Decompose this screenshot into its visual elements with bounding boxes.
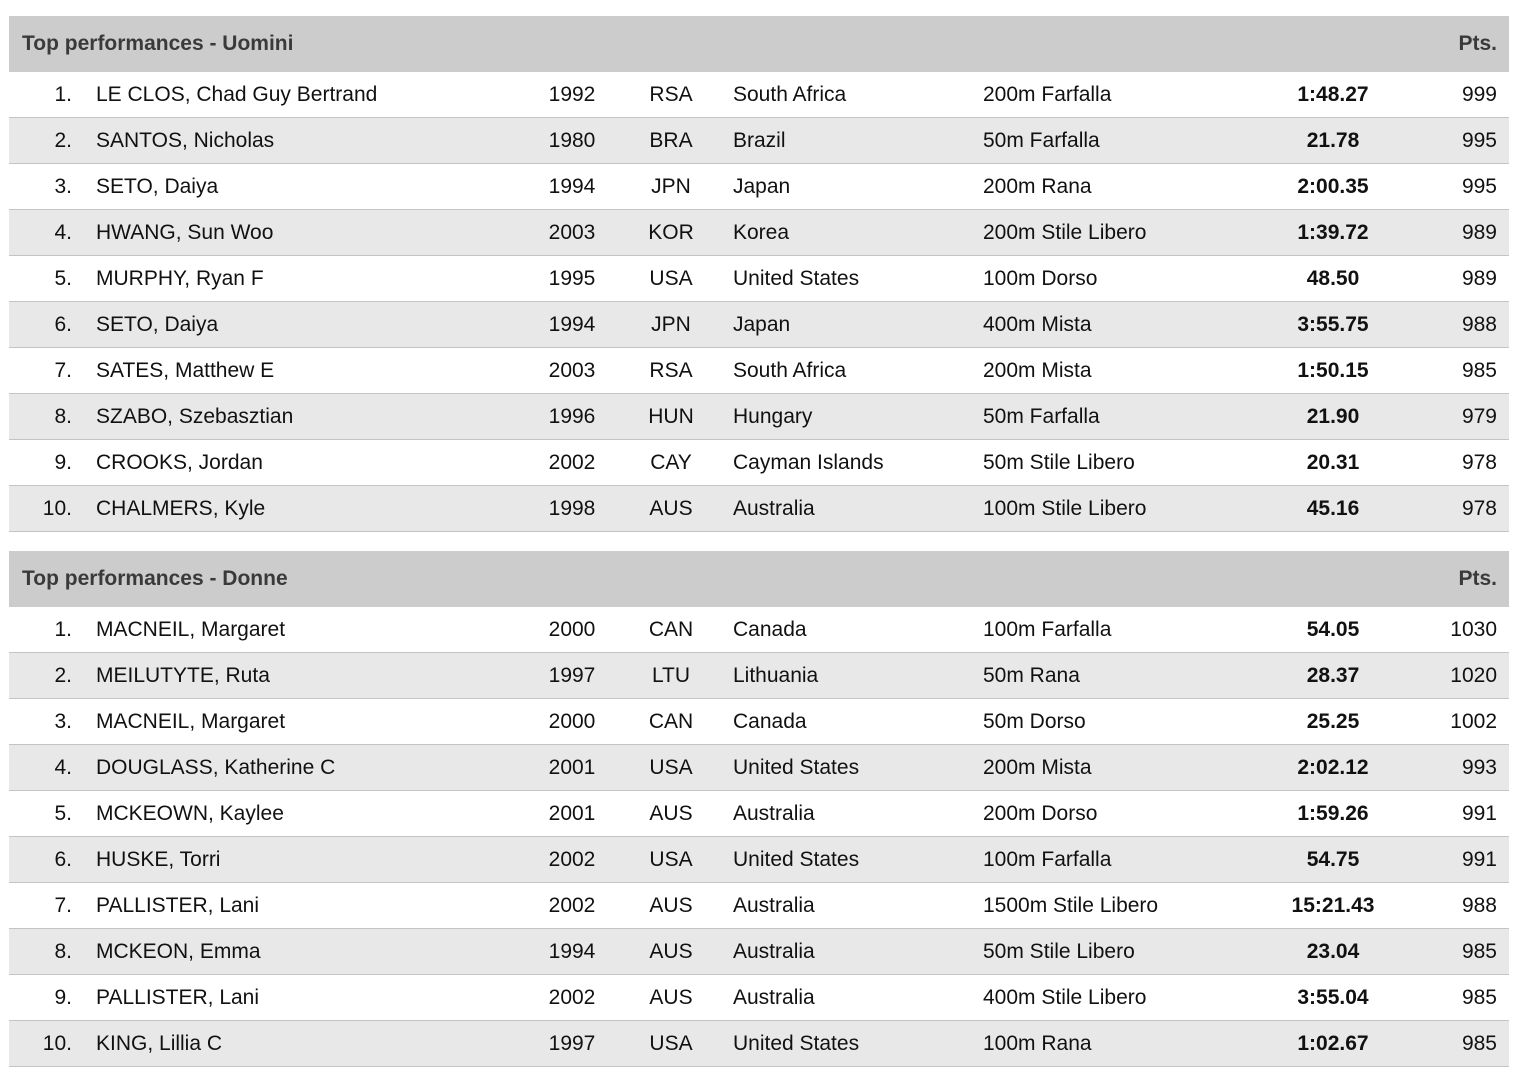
table-row — [9, 72, 1509, 118]
birth-year: 2002 — [548, 848, 596, 871]
result-time: 21.90 — [1306, 405, 1360, 428]
country-name: South Africa — [733, 83, 847, 106]
points-value: 978 — [1461, 451, 1497, 474]
event-name: 50m Stile Libero — [983, 451, 1135, 474]
points-value: 999 — [1461, 83, 1497, 106]
nation-code: RSA — [649, 359, 693, 382]
section-men — [9, 16, 1509, 532]
athlete-name: SETO, Daiya — [96, 313, 219, 336]
result-time: 2:00.35 — [1297, 175, 1369, 198]
birth-year: 1996 — [548, 405, 596, 428]
event-name: 200m Dorso — [983, 802, 1098, 825]
country-name: Brazil — [733, 129, 786, 152]
athlete-name: LE CLOS, Chad Guy Bertrand — [96, 83, 378, 106]
country-name: Canada — [733, 618, 807, 641]
section-header — [9, 551, 1509, 607]
rank-cell: 1. — [54, 83, 72, 106]
rank-cell: 4. — [54, 756, 72, 779]
result-time: 1:50.15 — [1297, 359, 1369, 382]
nation-code: CAY — [650, 451, 692, 474]
table-row — [9, 1021, 1509, 1067]
result-time: 48.50 — [1306, 267, 1360, 290]
country-name: Australia — [733, 940, 815, 963]
event-name: 200m Farfalla — [983, 83, 1112, 106]
result-time: 54.05 — [1306, 618, 1360, 641]
athlete-name: SATES, Matthew E — [96, 359, 275, 382]
event-name: 200m Mista — [983, 756, 1092, 779]
nation-code: AUS — [649, 986, 693, 1009]
points-value: 1020 — [1450, 664, 1497, 687]
table-row — [9, 929, 1509, 975]
athlete-name: PALLISTER, Lani — [96, 986, 260, 1009]
table-row — [9, 699, 1509, 745]
athlete-name: CHALMERS, Kyle — [96, 497, 266, 520]
country-name: Korea — [733, 221, 790, 244]
rank-cell: 10. — [42, 497, 72, 520]
table-row — [9, 975, 1509, 1021]
points-value: 995 — [1461, 129, 1497, 152]
rank-cell: 8. — [54, 940, 72, 963]
country-name: Australia — [733, 986, 815, 1009]
country-name: United States — [733, 848, 860, 871]
rank-cell: 7. — [54, 359, 72, 382]
event-name: 1500m Stile Libero — [983, 894, 1159, 917]
nation-code: AUS — [649, 802, 693, 825]
rank-cell: 5. — [54, 267, 72, 290]
birth-year: 1994 — [548, 313, 596, 336]
birth-year: 2000 — [548, 710, 596, 733]
birth-year: 1980 — [548, 129, 596, 152]
table-row — [9, 348, 1509, 394]
country-name: South Africa — [733, 359, 847, 382]
event-name: 100m Stile Libero — [983, 497, 1147, 520]
result-time: 1:48.27 — [1297, 83, 1369, 106]
athlete-name: MACNEIL, Margaret — [96, 618, 286, 641]
event-name: 100m Farfalla — [983, 618, 1112, 641]
nation-code: USA — [649, 848, 693, 871]
event-name: 200m Mista — [983, 359, 1092, 382]
nation-code: USA — [649, 756, 693, 779]
nation-code: CAN — [648, 618, 694, 641]
birth-year: 2003 — [548, 221, 596, 244]
athlete-name: KING, Lillia C — [96, 1032, 223, 1055]
table-row — [9, 607, 1509, 653]
nation-code: HUN — [648, 405, 694, 428]
event-name: 400m Stile Libero — [983, 986, 1147, 1009]
event-name: 400m Mista — [983, 313, 1092, 336]
athlete-name: SANTOS, Nicholas — [96, 129, 275, 152]
birth-year: 1997 — [548, 1032, 596, 1055]
birth-year: 2001 — [548, 802, 596, 825]
results-list — [9, 607, 1509, 1067]
country-name: Japan — [733, 313, 791, 336]
result-time: 28.37 — [1306, 664, 1360, 687]
points-value: 993 — [1461, 756, 1497, 779]
rank-cell: 2. — [54, 664, 72, 687]
event-name: 200m Stile Libero — [983, 221, 1147, 244]
athlete-name: MACNEIL, Margaret — [96, 710, 286, 733]
country-name: United States — [733, 267, 860, 290]
birth-year: 2002 — [548, 986, 596, 1009]
section-title: Top performances - Donne — [22, 567, 288, 590]
birth-year: 1998 — [548, 497, 596, 520]
birth-year: 1995 — [548, 267, 596, 290]
rank-cell: 9. — [54, 986, 72, 1009]
rank-cell: 6. — [54, 313, 72, 336]
section-title: Top performances - Uomini — [22, 32, 294, 55]
points-column-header: Pts. — [1458, 32, 1497, 55]
table-row — [9, 745, 1509, 791]
rank-cell: 3. — [54, 175, 72, 198]
event-name: 50m Farfalla — [983, 129, 1100, 152]
nation-code: KOR — [648, 221, 694, 244]
athlete-name: SETO, Daiya — [96, 175, 219, 198]
birth-year: 2002 — [548, 894, 596, 917]
birth-year: 2003 — [548, 359, 596, 382]
section-women — [9, 551, 1509, 1067]
points-value: 991 — [1461, 802, 1497, 825]
birth-year: 2001 — [548, 756, 596, 779]
athlete-name: MCKEOWN, Kaylee — [96, 802, 284, 825]
points-value: 978 — [1461, 497, 1497, 520]
table-row — [9, 394, 1509, 440]
country-name: United States — [733, 1032, 860, 1055]
athlete-name: HUSKE, Torri — [96, 848, 221, 871]
table-row — [9, 210, 1509, 256]
result-time: 15:21.43 — [1291, 894, 1375, 917]
result-time: 2:02.12 — [1297, 756, 1369, 779]
nation-code: JPN — [651, 313, 691, 336]
rank-cell: 9. — [54, 451, 72, 474]
result-time: 23.04 — [1306, 940, 1360, 963]
result-time: 20.31 — [1306, 451, 1360, 474]
event-name: 200m Rana — [983, 175, 1092, 198]
result-time: 45.16 — [1306, 497, 1360, 520]
athlete-name: SZABO, Szebasztian — [96, 405, 294, 428]
nation-code: JPN — [651, 175, 691, 198]
result-time: 3:55.75 — [1297, 313, 1369, 336]
nation-code: CAN — [648, 710, 694, 733]
top-performances-page — [9, 16, 1509, 1067]
nation-code: AUS — [649, 894, 693, 917]
athlete-name: HWANG, Sun Woo — [96, 221, 274, 244]
result-time: 21.78 — [1306, 129, 1360, 152]
event-name: 50m Dorso — [983, 710, 1086, 733]
points-value: 989 — [1461, 221, 1497, 244]
table-row — [9, 256, 1509, 302]
event-name: 100m Dorso — [983, 267, 1098, 290]
athlete-name: CROOKS, Jordan — [96, 451, 263, 474]
points-value: 1030 — [1450, 618, 1497, 641]
points-value: 1002 — [1450, 710, 1497, 733]
birth-year: 2000 — [548, 618, 596, 641]
result-time: 3:55.04 — [1297, 986, 1369, 1009]
athlete-name: PALLISTER, Lani — [96, 894, 260, 917]
rank-cell: 7. — [54, 894, 72, 917]
points-value: 991 — [1461, 848, 1497, 871]
nation-code: LTU — [651, 664, 691, 687]
points-value: 988 — [1461, 894, 1497, 917]
result-time: 1:02.67 — [1297, 1032, 1369, 1055]
points-value: 985 — [1461, 1032, 1497, 1055]
nation-code: AUS — [649, 940, 693, 963]
table-row — [9, 164, 1509, 210]
rank-cell: 5. — [54, 802, 72, 825]
table-row — [9, 837, 1509, 883]
event-name: 50m Stile Libero — [983, 940, 1135, 963]
birth-year: 1992 — [548, 83, 596, 106]
event-name: 100m Rana — [983, 1032, 1092, 1055]
country-name: Canada — [733, 710, 807, 733]
birth-year: 1997 — [548, 664, 596, 687]
table-row — [9, 883, 1509, 929]
result-time: 1:59.26 — [1297, 802, 1369, 825]
result-time: 1:39.72 — [1297, 221, 1369, 244]
points-value: 985 — [1461, 940, 1497, 963]
nation-code: BRA — [649, 129, 693, 152]
result-time: 25.25 — [1306, 710, 1360, 733]
rank-cell: 4. — [54, 221, 72, 244]
country-name: Japan — [733, 175, 791, 198]
results-list — [9, 72, 1509, 532]
points-value: 985 — [1461, 359, 1497, 382]
nation-code: AUS — [649, 497, 693, 520]
rank-cell: 10. — [42, 1032, 72, 1055]
points-value: 995 — [1461, 175, 1497, 198]
table-row — [9, 653, 1509, 699]
table-row — [9, 791, 1509, 837]
rank-cell: 6. — [54, 848, 72, 871]
birth-year: 1994 — [548, 940, 596, 963]
country-name: Cayman Islands — [733, 451, 884, 474]
athlete-name: DOUGLASS, Katherine C — [96, 756, 336, 779]
athlete-name: MURPHY, Ryan F — [96, 267, 264, 290]
points-value: 988 — [1461, 313, 1497, 336]
rank-cell: 1. — [54, 618, 72, 641]
points-value: 979 — [1461, 405, 1497, 428]
country-name: United States — [733, 756, 860, 779]
event-name: 50m Rana — [983, 664, 1080, 687]
country-name: Hungary — [733, 405, 813, 428]
nation-code: USA — [649, 1032, 693, 1055]
athlete-name: MEILUTYTE, Ruta — [96, 664, 270, 687]
rank-cell: 8. — [54, 405, 72, 428]
country-name: Australia — [733, 802, 815, 825]
nation-code: RSA — [649, 83, 693, 106]
rank-cell: 2. — [54, 129, 72, 152]
table-row — [9, 440, 1509, 486]
nation-code: USA — [649, 267, 693, 290]
table-row — [9, 486, 1509, 532]
points-column-header: Pts. — [1458, 567, 1497, 590]
country-name: Australia — [733, 894, 815, 917]
event-name: 50m Farfalla — [983, 405, 1100, 428]
table-row — [9, 118, 1509, 164]
birth-year: 1994 — [548, 175, 596, 198]
points-value: 989 — [1461, 267, 1497, 290]
points-value: 985 — [1461, 986, 1497, 1009]
event-name: 100m Farfalla — [983, 848, 1112, 871]
section-header — [9, 16, 1509, 72]
athlete-name: MCKEON, Emma — [96, 940, 261, 963]
result-time: 54.75 — [1306, 848, 1360, 871]
table-row — [9, 302, 1509, 348]
birth-year: 2002 — [548, 451, 596, 474]
rank-cell: 3. — [54, 710, 72, 733]
country-name: Lithuania — [733, 664, 819, 687]
country-name: Australia — [733, 497, 815, 520]
